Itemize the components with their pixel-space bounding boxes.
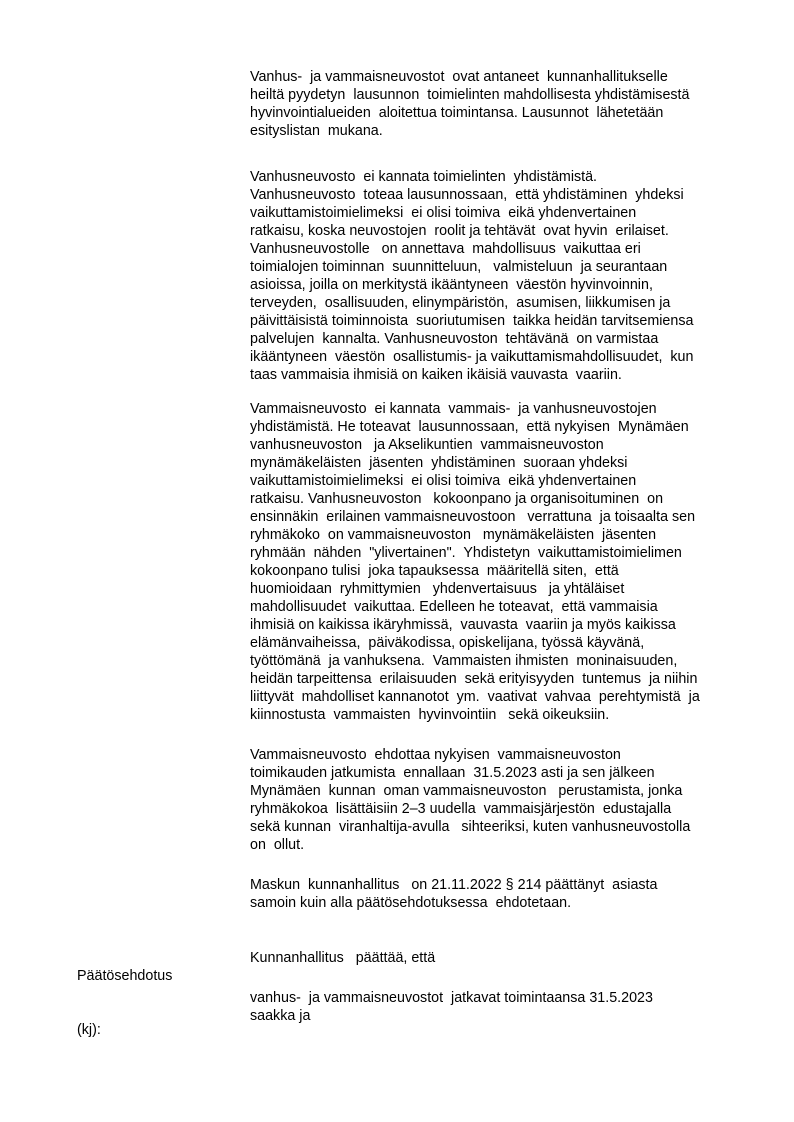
- text-line: kokoonpano tulisi joka tapauksessa määritellä siten, että: [250, 563, 619, 579]
- text-line: Maskun kunnanhallitus on 21.11.2022 § 214 päättänyt asiasta: [250, 877, 658, 893]
- text-line: ihmisiä on kaikissa ikäryhmissä, vauvasta vaariin ja myös kaikissa: [250, 617, 676, 633]
- text-line: kiinnostusta vammaisten hyvinvointiin sekä oikeuksiin.: [250, 707, 610, 723]
- text-line: ryhmäkokoa lisättäisiin 2–3 uudella vammaisjärjestön edustajalla: [250, 801, 672, 817]
- text-line: vanhusneuvoston ja Akselikuntien vammaisneuvoston: [250, 437, 604, 453]
- text-line: esityslistan mukana.: [250, 123, 383, 139]
- paragraph-elderly-council: [250, 168, 750, 384]
- proposal-label-line: Päätösehdotus: [77, 968, 173, 984]
- text-line: Vammaisneuvosto ei kannata vammais- ja vanhusneuvostojen: [250, 401, 657, 417]
- proposal-intro: [250, 949, 750, 967]
- text-line: elämänvaiheissa, päiväkodissa, opiskelijana, työssä käyvänä,: [250, 635, 645, 651]
- text-line: on ollut.: [250, 837, 305, 853]
- text-line: heiltä pyydetyn lausunnon toimielinten mahdollisesta yhdistämisestä: [250, 87, 690, 103]
- text-line: huomioidaan ryhmittymien yhdenvertaisuus ja yhtäläiset: [250, 581, 625, 597]
- text-line: Vanhusneuvosto ei kannata toimielinten yhdistämistä.: [250, 169, 598, 185]
- text-line: hyvinvointialueiden aloitettua toimintansa. Lausunnot lähetetään: [250, 105, 664, 121]
- text-line: ratkaisu. Vanhusneuvoston kokoonpano ja organisoituminen on: [250, 491, 664, 507]
- text-line: Vanhusneuvostolle on annettava mahdollisuus vaikuttaa eri: [250, 241, 641, 257]
- text-line: Vanhus- ja vammaisneuvostot ovat antaneet kunnanhallitukselle: [250, 69, 668, 85]
- text-line: taas vammaisia ihmisiä on kaiken ikäisiä vauvasta vaariin.: [250, 367, 622, 383]
- text-line: mahdollisuudet vaikuttaa. Edelleen he toteavat, että vammaisia: [250, 599, 658, 615]
- text-line: heidän tarpeittensa erilaisuuden sekä erityisyyden tuntemus ja niihin: [250, 671, 698, 687]
- text-line: asioissa, joilla on merkitystä ikääntyneen väestön hyvinvoinnin,: [250, 277, 653, 293]
- text-line: vaikuttamistoimielimeksi ei olisi toimiva eikä yhdenvertainen: [250, 205, 637, 221]
- text-line: mynämäkeläisten jäsenten yhdistäminen suoraan yhdeksi: [250, 455, 628, 471]
- text-line: Vanhusneuvosto toteaa lausunnossaan, että yhdistäminen yhdeksi: [250, 187, 684, 203]
- text-line: liittyvät mahdolliset kannanotot ym. vaativat vahvaa perehtymistä ja: [250, 689, 700, 705]
- text-line: päivittäisistä toiminnoista suoriutumisen taikka heidän tarvitsemiensa: [250, 313, 694, 329]
- text-line: vanhus- ja vammaisneuvostot jatkavat toimintaansa 31.5.2023: [250, 990, 653, 1006]
- text-line: toimialojen toiminnan suunnitteluun, valmisteluun ja seurantaan: [250, 259, 668, 275]
- text-line: terveyden, osallisuuden, elinympäristön, asumisen, liikkumisen ja: [250, 295, 671, 311]
- paragraph-statements-intro: [250, 68, 750, 140]
- text-line: toimikauden jatkumista ennallaan 31.5.2023 asti ja sen jälkeen: [250, 765, 655, 781]
- text-line: samoin kuin alla päätösehdotuksessa ehdotetaan.: [250, 895, 572, 911]
- paragraph-disability-council-proposal: [250, 746, 750, 854]
- text-line: ratkaisu, koska neuvostojen roolit ja tehtävät ovat hyvin erilaiset.: [250, 223, 669, 239]
- proposal-decision: [250, 989, 750, 1025]
- proposal-label-line: (kj):: [77, 1022, 101, 1038]
- text-line: ryhmäkoko on vammaisneuvoston mynämäkeläisten jäsenten: [250, 527, 657, 543]
- text-line: palvelujen kannalta. Vanhusneuvoston tehtävänä on varmistaa: [250, 331, 659, 347]
- text-line: sekä kunnan viranhaltija-avulla sihteeriksi, kuten vanhusneuvostolla: [250, 819, 691, 835]
- text-line: ryhmään nähden "ylivertainen". Yhdistetyn vaikuttamistoimielimen: [250, 545, 682, 561]
- text-line: ikääntyneen väestön osallistumis- ja vaikuttamismahdollisuudet, kun: [250, 349, 694, 365]
- text-line: työttömänä ja vanhuksena. Vammaisten ihmisten moninaisuuden,: [250, 653, 678, 669]
- text-line: Mynämäen kunnan oman vammaisneuvoston perustamista, jonka: [250, 783, 683, 799]
- text-line: Kunnanhallitus päättää, että: [250, 950, 436, 966]
- text-line: Vammaisneuvosto ehdottaa nykyisen vammaisneuvoston: [250, 747, 621, 763]
- text-line: ensinnäkin erilainen vammaisneuvostoon verrattuna ja toisaalta sen: [250, 509, 696, 525]
- paragraph-disability-council: [250, 400, 750, 724]
- proposal-label: [77, 931, 172, 1075]
- paragraph-masku-decision: [250, 876, 750, 912]
- text-line: vaikuttamistoimielimeksi ei olisi toimiva eikä yhdenvertainen: [250, 473, 637, 489]
- text-line: saakka ja: [250, 1008, 311, 1024]
- text-line: yhdistämistä. He toteavat lausunnossaan, että nykyisen Mynämäen: [250, 419, 689, 435]
